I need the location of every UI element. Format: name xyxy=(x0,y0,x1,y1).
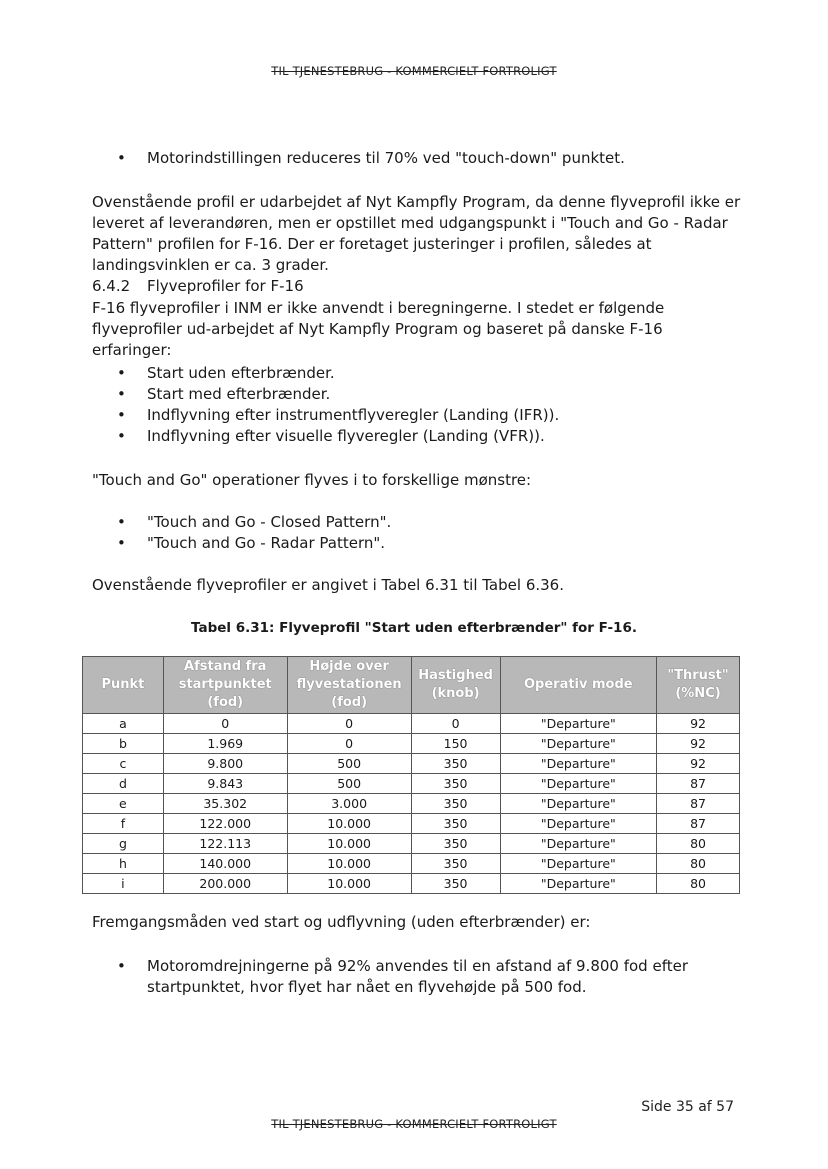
cell-altitude: 10.000 xyxy=(287,834,411,854)
touch-and-go-intro: "Touch and Go" operationer flyves i to forskellige mønstre: xyxy=(92,471,532,489)
cell-altitude: 500 xyxy=(287,754,411,774)
cell-thrust: 87 xyxy=(657,774,740,794)
cell-altitude: 10.000 xyxy=(287,854,411,874)
cell-mode: "Departure" xyxy=(500,814,656,834)
cell-speed: 350 xyxy=(411,774,500,794)
cell-punkt: f xyxy=(83,814,164,834)
col-header-mode: Operativ mode xyxy=(500,657,656,714)
cell-mode: "Departure" xyxy=(500,854,656,874)
cell-thrust: 80 xyxy=(657,874,740,894)
col-header-thrust: "Thrust" (%NC) xyxy=(657,657,740,714)
cell-speed: 350 xyxy=(411,834,500,854)
cell-punkt: d xyxy=(83,774,164,794)
flight-profile-table xyxy=(82,656,740,894)
table-row xyxy=(83,834,740,854)
confidential-header: TIL TJENESTEBRUG - KOMMERCIELT FORTROLIGT xyxy=(271,64,557,78)
cell-punkt: h xyxy=(83,854,164,874)
cell-distance: 0 xyxy=(163,714,287,734)
pattern-item: • "Touch and Go - Radar Pattern". xyxy=(92,533,742,554)
intro-bullet: • Motorindstillingen reduceres til 70% ved "touch-down" punktet. xyxy=(92,148,742,169)
section-title: Flyveprofiler for F-16 xyxy=(147,277,304,295)
table-caption: Tabel 6.31: Flyveprofil "Start uden efterbrænder" for F-16. xyxy=(191,620,637,636)
profile-item: • Indflyvning efter instrumentflyveregler (Landing (IFR)). xyxy=(92,405,742,426)
cell-mode: "Departure" xyxy=(500,874,656,894)
cell-distance: 35.302 xyxy=(163,794,287,814)
cell-mode: "Departure" xyxy=(500,754,656,774)
table-header-row xyxy=(83,657,740,714)
col-header-distance: Afstand fra startpunktet (fod) xyxy=(163,657,287,714)
cell-mode: "Departure" xyxy=(500,834,656,854)
table-row xyxy=(83,734,740,754)
col-header-punkt: Punkt xyxy=(83,657,164,714)
cell-speed: 350 xyxy=(411,794,500,814)
pattern-item: • "Touch and Go - Closed Pattern". xyxy=(92,512,742,533)
cell-thrust: 92 xyxy=(657,754,740,774)
procedure-intro: Fremgangsmåden ved start og udflyvning (uden efterbrænder) er: xyxy=(92,913,591,931)
cell-distance: 122.000 xyxy=(163,814,287,834)
col-header-speed: Hastighed (knob) xyxy=(411,657,500,714)
table-row xyxy=(83,794,740,814)
cell-altitude: 500 xyxy=(287,774,411,794)
cell-distance: 140.000 xyxy=(163,854,287,874)
cell-altitude: 0 xyxy=(287,714,411,734)
section-body: F-16 flyveprofiler i INM er ikke anvendt i beregningerne. I stedet er følgende flyveprofiler ud-arbejdet af Nyt Kampfly Program og baseret på danske F-16 erfaringer: xyxy=(92,299,665,359)
cell-punkt: g xyxy=(83,834,164,854)
cell-punkt: b xyxy=(83,734,164,754)
profile-item: • Start uden efterbrænder. xyxy=(92,363,742,384)
table-row xyxy=(83,714,740,734)
cell-distance: 1.969 xyxy=(163,734,287,754)
cell-distance: 200.000 xyxy=(163,874,287,894)
cell-speed: 150 xyxy=(411,734,500,754)
profile-list xyxy=(92,363,742,447)
cell-thrust: 87 xyxy=(657,794,740,814)
cell-speed: 350 xyxy=(411,814,500,834)
page-number: Side 35 af 57 xyxy=(641,1099,734,1115)
cell-thrust: 80 xyxy=(657,854,740,874)
cell-speed: 0 xyxy=(411,714,500,734)
cell-punkt: c xyxy=(83,754,164,774)
cell-mode: "Departure" xyxy=(500,714,656,734)
table-row xyxy=(83,814,740,834)
tables-reference: Ovenstående flyveprofiler er angivet i Tabel 6.31 til Tabel 6.36. xyxy=(92,576,564,594)
cell-mode: "Departure" xyxy=(500,774,656,794)
cell-distance: 122.113 xyxy=(163,834,287,854)
profile-item: • Indflyvning efter visuelle flyveregler (Landing (VFR)). xyxy=(92,426,742,447)
cell-thrust: 80 xyxy=(657,834,740,854)
pattern-list xyxy=(92,512,742,554)
cell-speed: 350 xyxy=(411,754,500,774)
cell-mode: "Departure" xyxy=(500,794,656,814)
cell-distance: 9.843 xyxy=(163,774,287,794)
table-row xyxy=(83,754,740,774)
cell-altitude: 3.000 xyxy=(287,794,411,814)
procedure-list xyxy=(92,956,742,998)
cell-punkt: e xyxy=(83,794,164,814)
cell-altitude: 10.000 xyxy=(287,814,411,834)
cell-distance: 9.800 xyxy=(163,754,287,774)
cell-thrust: 92 xyxy=(657,734,740,754)
section-heading xyxy=(92,276,742,297)
cell-speed: 350 xyxy=(411,854,500,874)
section-number: 6.4.2 xyxy=(92,277,131,295)
cell-thrust: 87 xyxy=(657,814,740,834)
table-row xyxy=(83,774,740,794)
procedure-bullet: • Motoromdrejningerne på 92% anvendes til en afstand af 9.800 fod efter startpunktet, hvor flyet har nået en flyvehøjde på 500 fod. xyxy=(92,956,742,998)
confidential-footer: TIL TJENESTEBRUG - KOMMERCIELT FORTROLIGT xyxy=(271,1117,557,1131)
cell-punkt: a xyxy=(83,714,164,734)
intro-bullet-list xyxy=(92,148,742,169)
table-row xyxy=(83,874,740,894)
table-body xyxy=(83,714,740,894)
paragraph-profile-origin: Ovenstående profil er udarbejdet af Nyt Kampfly Program, da denne flyveprofil ikke er leveret af leverandøren, men er opstillet med udgangspunkt i "Touch and Go - Radar Pattern" profilen for F-16. Der er foretaget justeringer i profilen, således at landingsvinklen er ca. 3 grader. xyxy=(92,193,741,274)
table-row xyxy=(83,854,740,874)
cell-speed: 350 xyxy=(411,874,500,894)
profile-item: • Start med efterbrænder. xyxy=(92,384,742,405)
cell-mode: "Departure" xyxy=(500,734,656,754)
cell-thrust: 92 xyxy=(657,714,740,734)
cell-punkt: i xyxy=(83,874,164,894)
col-header-altitude: Højde over flyvestationen (fod) xyxy=(287,657,411,714)
cell-altitude: 0 xyxy=(287,734,411,754)
cell-altitude: 10.000 xyxy=(287,874,411,894)
